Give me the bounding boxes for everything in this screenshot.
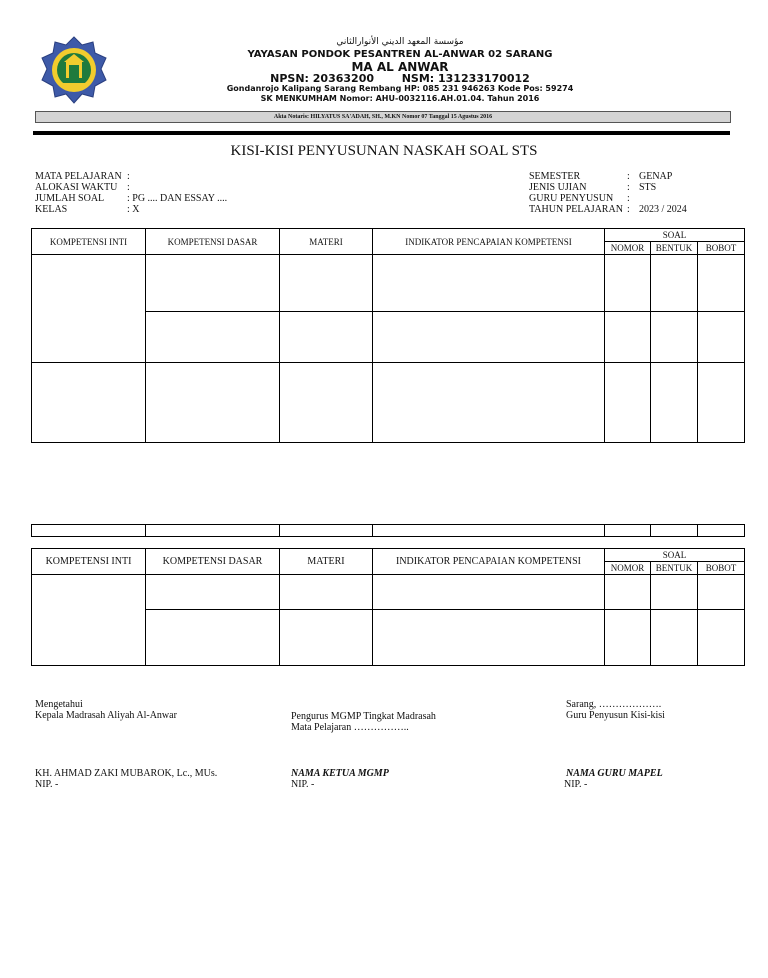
table-cell[interactable] — [698, 255, 745, 312]
table-cell[interactable] — [373, 363, 605, 443]
col-materi: MATERI — [280, 229, 373, 255]
signature-mgmp-block — [291, 711, 436, 733]
table-cell[interactable] — [605, 363, 651, 443]
signature-kepala-name-block — [35, 768, 217, 790]
info-value: GENAP — [639, 171, 673, 182]
document-title: KISI-KISI PENYUSUNAN NASKAH SOAL STS — [230, 143, 538, 159]
table-cell[interactable] — [32, 255, 146, 363]
info-value: 2023 / 2024 — [639, 204, 687, 215]
info-row — [35, 193, 227, 204]
header-notaris: Akta Notaris: HILYATUS SA'ADAH, SH., M.KN Nomor 07 Tanggal 15 Agustus 2016 — [35, 111, 731, 123]
info-key: JUMLAH SOAL — [35, 193, 105, 204]
info-row — [35, 171, 227, 182]
guru-nip: NIP. - — [564, 779, 588, 790]
guru-name: NAMA GURU MAPEL — [566, 768, 663, 779]
table-cell[interactable] — [698, 525, 745, 537]
table-row — [32, 255, 745, 312]
info-colon: : — [627, 182, 630, 193]
kepala-title: Kepala Madrasah Aliyah Al-Anwar — [35, 710, 177, 721]
place-date: Sarang, ………………. — [566, 699, 662, 710]
table-cell[interactable] — [698, 575, 745, 610]
kisi-kisi-table-continuation — [31, 524, 745, 537]
signature-guru-block — [566, 699, 665, 721]
signature-guru-name-block — [566, 768, 663, 790]
table-cell[interactable] — [146, 575, 280, 610]
table-cell[interactable] — [373, 312, 605, 363]
table-cell[interactable] — [651, 610, 698, 666]
table-row — [32, 575, 745, 610]
table-cell[interactable] — [146, 525, 280, 537]
info-row — [529, 182, 687, 193]
info-value: : — [127, 182, 130, 193]
header-nsm: NSM: 131233170012 — [401, 72, 530, 85]
header-arabic: مؤسسة المعهد الديني الأنوارالثاني — [336, 37, 464, 47]
header-address: Gondanrojo Kalipang Sarang Rembang HP: 085 231 946263 Kode Pos: 59274 — [226, 84, 574, 93]
table-cell[interactable] — [651, 255, 698, 312]
table-cell[interactable] — [651, 575, 698, 610]
info-value: : PG .... DAN ESSAY .... — [127, 193, 228, 204]
header-sk: SK MENKUMHAM Nomor: AHU-0032116.AH.01.04. Tahun 2016 — [260, 94, 540, 103]
table-cell[interactable] — [32, 575, 146, 666]
table-cell[interactable] — [605, 610, 651, 666]
table-cell[interactable] — [280, 363, 373, 443]
info-colon: : — [627, 171, 630, 182]
mgmp-mapel: Mata Pelajaran …………….. — [291, 722, 409, 733]
info-row — [529, 193, 687, 204]
table-row — [32, 363, 745, 443]
school-logo — [40, 36, 108, 104]
table-cell[interactable] — [32, 525, 146, 537]
table-cell[interactable] — [280, 525, 373, 537]
table-cell[interactable] — [373, 255, 605, 312]
table-cell[interactable] — [280, 255, 373, 312]
info-value: : X — [127, 204, 140, 215]
table-cell[interactable] — [146, 312, 280, 363]
info-right — [529, 171, 687, 215]
table-cell[interactable] — [651, 363, 698, 443]
mgmp-title: Pengurus MGMP Tingkat Madrasah — [291, 711, 436, 722]
header-yayasan: YAYASAN PONDOK PESANTREN AL-ANWAR 02 SARANG — [247, 49, 553, 60]
signature-mgmp-name-block — [291, 768, 389, 790]
col-materi: MATERI — [280, 549, 373, 575]
info-value: : — [127, 171, 130, 182]
header-divider — [33, 131, 730, 135]
mgmp-nip: NIP. - — [291, 779, 315, 790]
table-cell[interactable] — [373, 575, 605, 610]
table-cell[interactable] — [146, 610, 280, 666]
table-cell[interactable] — [605, 525, 651, 537]
table-cell[interactable] — [651, 312, 698, 363]
info-key: JENIS UJIAN — [529, 182, 587, 193]
col-bobot: BOBOT — [698, 562, 745, 575]
info-key: KELAS — [35, 204, 68, 215]
col-bobot: BOBOT — [698, 242, 745, 255]
col-kompetensi-inti: KOMPETENSI INTI — [32, 549, 146, 575]
kepala-nip: NIP. - — [35, 779, 59, 790]
table-cell[interactable] — [32, 363, 146, 443]
col-nomor: NOMOR — [605, 562, 651, 575]
table-row — [32, 525, 745, 537]
info-row — [529, 171, 687, 182]
header-npsn: NPSN: 20363200 — [270, 72, 374, 85]
table-cell[interactable] — [605, 312, 651, 363]
info-row — [529, 204, 687, 215]
table-cell[interactable] — [280, 610, 373, 666]
col-kompetensi-dasar: KOMPETENSI DASAR — [146, 549, 280, 575]
info-key: TAHUN PELAJARAN — [529, 204, 623, 215]
col-bentuk: BENTUK — [651, 562, 698, 575]
table-cell[interactable] — [146, 363, 280, 443]
signature-kepala-block — [35, 699, 177, 721]
table-cell[interactable] — [698, 610, 745, 666]
table-cell[interactable] — [280, 575, 373, 610]
kisi-kisi-table-2 — [31, 548, 745, 666]
col-indikator: INDIKATOR PENCAPAIAN KOMPETENSI — [373, 549, 605, 575]
mengetahui-label: Mengetahui — [35, 699, 83, 710]
table-cell[interactable] — [651, 525, 698, 537]
info-colon: : — [627, 193, 630, 204]
table-cell[interactable] — [605, 255, 651, 312]
table-cell[interactable] — [698, 363, 745, 443]
kepala-name: KH. AHMAD ZAKI MUBAROK, Lc., MUs. — [35, 768, 218, 779]
kisi-kisi-table-1 — [31, 228, 745, 443]
info-left — [35, 171, 227, 215]
info-colon: : — [627, 204, 630, 215]
mgmp-name: NAMA KETUA MGMP — [291, 768, 389, 779]
table-cell[interactable] — [373, 610, 605, 666]
col-soal: SOAL — [605, 549, 745, 562]
table-cell[interactable] — [146, 255, 280, 312]
table-cell[interactable] — [698, 312, 745, 363]
info-row — [35, 204, 227, 215]
table-cell[interactable] — [280, 312, 373, 363]
table-cell[interactable] — [373, 525, 605, 537]
col-bentuk: BENTUK — [651, 242, 698, 255]
info-key: MATA PELAJARAN — [35, 171, 122, 182]
guru-title: Guru Penyusun Kisi-kisi — [566, 710, 665, 721]
col-nomor: NOMOR — [605, 242, 651, 255]
info-key: ALOKASI WAKTU — [35, 182, 118, 193]
info-key: GURU PENYUSUN — [529, 193, 614, 204]
col-kompetensi-dasar: KOMPETENSI DASAR — [146, 229, 280, 255]
header-school-name: MA AL ANWAR — [351, 60, 449, 74]
table-cell[interactable] — [605, 575, 651, 610]
col-soal: SOAL — [605, 229, 745, 242]
col-kompetensi-inti: KOMPETENSI INTI — [32, 229, 146, 255]
info-row — [35, 182, 227, 193]
info-value: STS — [639, 182, 657, 193]
col-indikator: INDIKATOR PENCAPAIAN KOMPETENSI — [373, 229, 605, 255]
info-key: SEMESTER — [529, 171, 581, 182]
